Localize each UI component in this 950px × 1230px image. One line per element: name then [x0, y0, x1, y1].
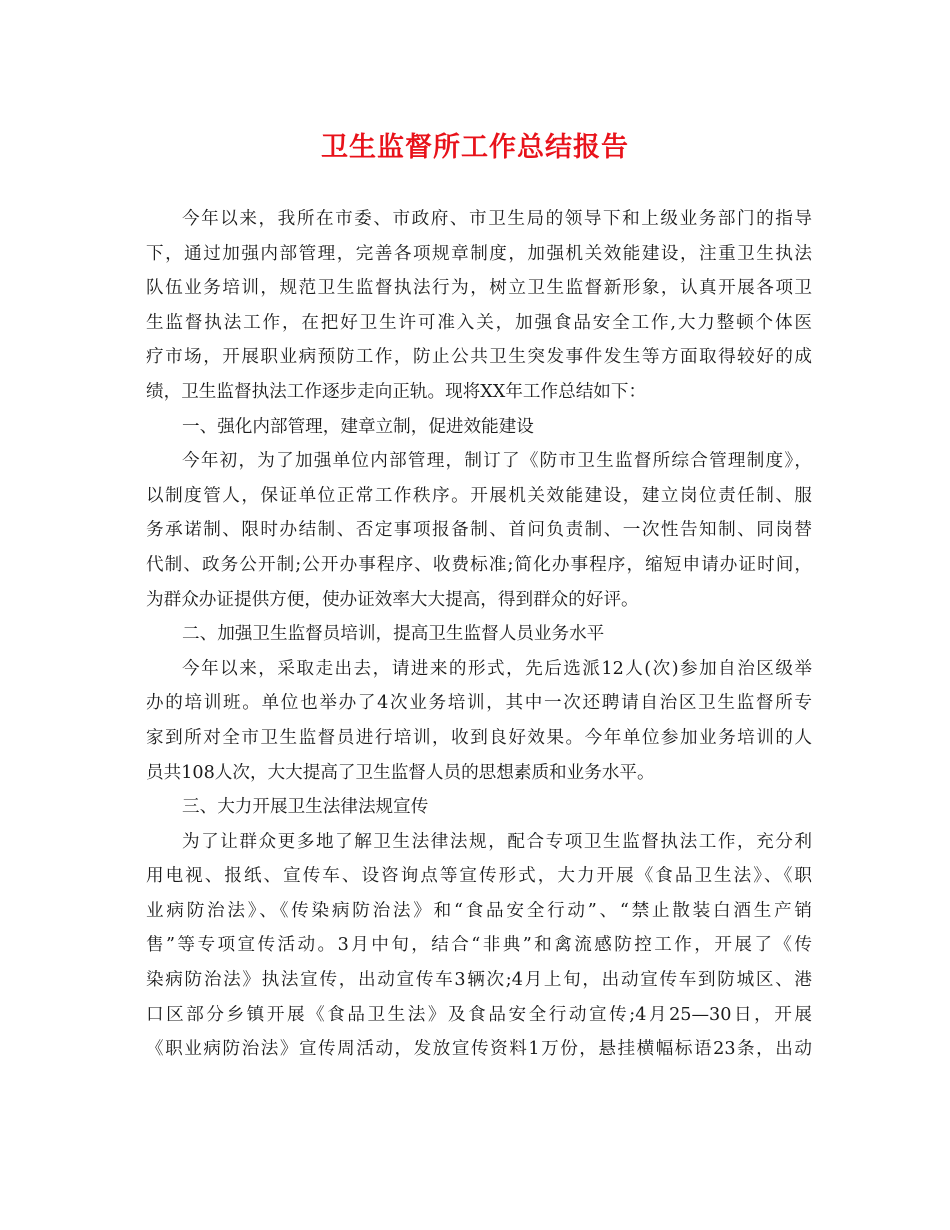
- paragraph-line: 生监督执法工作，在把好卫生许可准入关，加强食品安全工作,大力整顿个体医: [146, 312, 812, 333]
- paragraph-line: 《职业病防治法》宣传周活动，发放宣传资料1万份，悬挂横幅标语23条，出动: [146, 1039, 812, 1060]
- paragraph-line: 代制、政务公开制;公开办事程序、收费标准;简化办事程序，缩短申请办证时间，: [146, 554, 812, 575]
- paragraph-line: 二、加强卫生监督员培训，提高卫生监督人员业务水平: [182, 624, 605, 645]
- paragraph-line: 疗市场，开展职业病预防工作，防止公共卫生突发事件发生等方面取得较好的成: [146, 347, 812, 368]
- paragraph-line: 下，通过加强内部管理，完善各项规章制度，加强机关效能建设，注重卫生执法: [146, 243, 812, 264]
- paragraph-line: 今年初，为了加强单位内部管理，制订了《防市卫生监督所综合管理制度》，: [182, 451, 812, 472]
- paragraph-line: 队伍业务培训，规范卫生监督执法行为，树立卫生监督新形象，认真开展各项卫: [146, 278, 812, 299]
- paragraph-line: 以制度管人，保证单位正常工作秩序。开展机关效能建设，建立岗位责任制、服: [146, 485, 812, 506]
- paragraph-line: 为了让群众更多地了解卫生法律法规，配合专项卫生监督执法工作，充分利: [182, 831, 812, 852]
- paragraph-line: 售”等专项宣传活动。3月中旬，结合“非典”和禽流感防控工作，开展了《传: [146, 935, 812, 956]
- paragraph-line: 务承诺制、限时办结制、否定事项报备制、首问负责制、一次性告知制、同岗替: [146, 520, 812, 541]
- paragraph-line: 今年以来，我所在市委、市政府、市卫生局的领导下和上级业务部门的指导: [182, 209, 812, 229]
- paragraph-line: 口区部分乡镇开展《食品卫生法》及食品安全行动宣传;4月25—30日，开展: [146, 1004, 812, 1025]
- document-title: 卫生监督所工作总结报告: [321, 132, 629, 163]
- paragraph-line: 一、强化内部管理，建章立制，促进效能建设: [182, 416, 534, 437]
- paragraph-line: 员共108人次，大大提高了卫生监督人员的思想素质和业务水平。: [146, 762, 655, 783]
- paragraph-line: 染病防治法》执法宣传，出动宣传车3辆次;4月上旬，出动宣传车到防城区、港: [146, 970, 812, 991]
- paragraph-line: 今年以来，采取走出去，请进来的形式，先后选派12人(次)参加自治区级举: [182, 658, 812, 679]
- paragraph-line: 办的培训班。单位也举办了4次业务培训，其中一次还聘请自治区卫生监督所专: [146, 693, 812, 714]
- document-body: [146, 202, 812, 1067]
- paragraph-line: 为群众办证提供方便，使办证效率大大提高，得到群众的好评。: [146, 589, 639, 610]
- paragraph-line: 业病防治法》、《传染病防治法》和“食品安全行动”、“禁止散装白酒生产销: [146, 900, 812, 921]
- paragraph-line: 三、大力开展卫生法律法规宣传: [182, 797, 429, 818]
- paragraph-line: 用电视、报纸、宣传车、设咨询点等宣传形式，大力开展《食品卫生法》、《职: [146, 866, 812, 887]
- paragraph-line: 家到所对全市卫生监督员进行培训，收到良好效果。今年单位参加业务培训的人: [146, 727, 812, 748]
- paragraph-line: 绩，卫生监督执法工作逐步走向正轨。现将XX年工作总结如下：: [146, 381, 647, 402]
